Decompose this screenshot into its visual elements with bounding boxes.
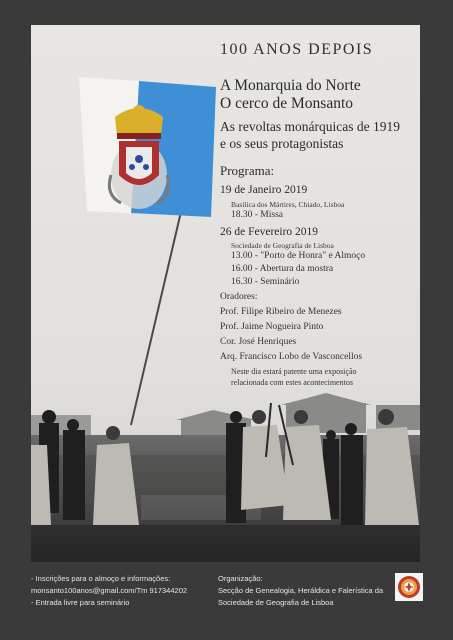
footer-org-heading: Organização: xyxy=(218,574,263,583)
orador-3: Cor. José Henriques xyxy=(220,337,297,347)
event2-item-1: 13.00 - "Porto de Honra" e Almoço xyxy=(231,251,366,261)
poster xyxy=(31,25,420,562)
event1-date: 19 de Janeiro 2019 xyxy=(220,184,308,196)
event2-date: 26 de Fevereiro 2019 xyxy=(220,226,319,238)
event2-venue: Sociedade de Geografia de Lisboa xyxy=(231,241,334,250)
footer-entrada: - Entrada livre para seminário xyxy=(31,598,130,607)
programa-heading: Programa: xyxy=(220,163,275,178)
footer-inscricoes: - Inscrições para o almoço e informações: xyxy=(31,574,171,583)
footer-org-line-2: Sociedade de Geografia de Lisboa xyxy=(218,598,334,607)
subtitle-line-1: A Monarquia do Norte xyxy=(220,77,361,94)
orador-2: Prof. Jaime Nogueira Pinto xyxy=(220,322,324,332)
poster-footer xyxy=(0,562,453,640)
event2-item-2: 16.00 - Abertura da mostra xyxy=(231,264,334,274)
note-line-2: relacionada com estes acontecimentos xyxy=(231,378,353,387)
subtitle-line-2: O cerco de Monsanto xyxy=(220,95,353,112)
theme-line-1: As revoltas monárquicas de 1919 xyxy=(220,119,400,134)
note-line-1: Neste dia estará patente uma exposição xyxy=(231,367,357,376)
orador-1: Prof. Filipe Ribeiro de Menezes xyxy=(220,307,342,317)
oradores-heading: Oradores: xyxy=(220,292,258,302)
poster-title: 100 ANOS DEPOIS xyxy=(220,41,374,58)
footer-org-line-1: Secção de Genealogia, Heráldica e Falerística da xyxy=(218,586,384,595)
theme-line-2: e os seus protagonistas xyxy=(220,136,344,151)
event1-item: 18.30 - Missa xyxy=(231,210,283,220)
society-emblem-icon xyxy=(395,573,423,601)
event1-venue: Basílica dos Mártires, Chiado, Lisboa xyxy=(231,200,345,209)
event2-item-3: 16.30 - Seminário xyxy=(231,277,300,287)
poster-text xyxy=(31,25,420,405)
footer-contact: monsanto100anos@gmail.com/Tm 917344202 xyxy=(31,586,188,595)
orador-4: Arq. Francisco Lobo de Vasconcellos xyxy=(220,352,363,362)
